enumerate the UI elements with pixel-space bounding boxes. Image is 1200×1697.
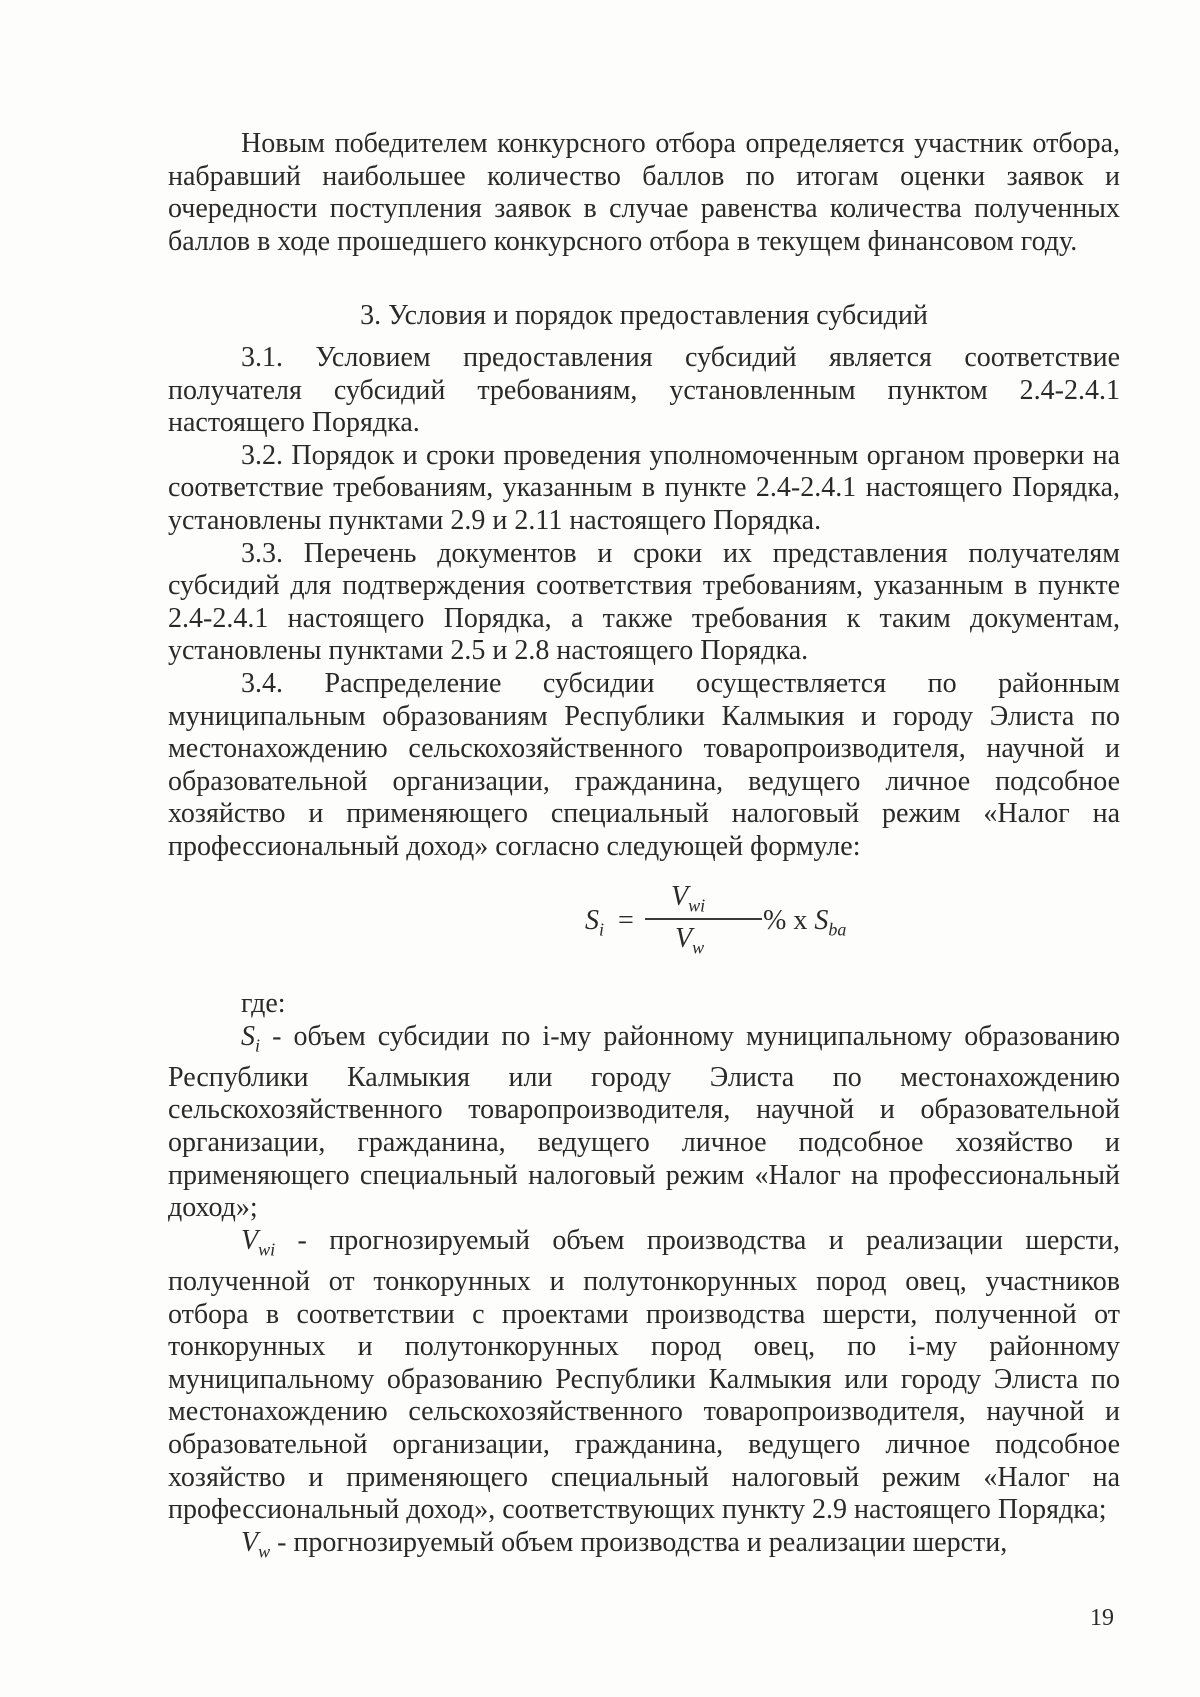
definition-vwi: $V_{wi}$ - прогнозируемый объем производства и реализации шерсти, полученной от тонкорунных и полутонкорунных пород овец, участников отбора в соответствии с проектами производства шерсти, полученной от тонкорунных и полутонкорунных пород овец, по i-му районному муниципальному образованию Республики Калмыкия или городу Элиста по местонахождению сельскохозяйственного товаропроизводителя, научной и образовательной организации, гражданина, ведущего личное подсобное хозяйство и применяющего специальный налоговый режим «Налог на профессиональный доход», соответствующих пункту 2.9 настоящего Порядка;	[168, 1224, 1120, 1526]
formula-equals: =	[618, 905, 634, 936]
clause-3-2: 3.2. Порядок и сроки проведения уполномоченным органом проверки на соответствие требованиям, указанным в пункте 2.4-2.4.1 настоящего Порядка, установлены пунктами 2.9 и 2.11 настоящего Порядка.	[168, 439, 1120, 536]
formula-denominator: $V_w$	[675, 923, 705, 958]
distribution-formula	[585, 881, 885, 975]
formula-lhs: $S_i$	[585, 905, 605, 940]
definition-vw: $V_w$ - прогнозируемый объем производства и реализации шерсти,	[241, 1526, 1008, 1562]
clause-3-4: 3.4. Распределение субсидии осуществляется по районным муниципальным образованиям Республики Калмыкия и городу Элиста по местонахождению сельскохозяйственного товаропроизводителя, научной и образовательной организации, гражданина, ведущего личное подсобное хозяйство и применяющего специальный налоговый режим «Налог на профессиональный доход» согласно следующей формуле:	[168, 667, 1120, 862]
formula-numerator: $V_{wi}$	[671, 881, 706, 916]
intro-paragraph-block	[168, 128, 1120, 258]
where-label: где:	[241, 988, 286, 1019]
definitions-block	[168, 988, 1120, 1568]
clause-3-3: 3.3. Перечень документов и сроки их представления получателям субсидий для подтверждения соответствия требованиям, указанным в пункте 2.4-2.4.1 настоящего Порядка, а также требования к таким документам, установлены пунктами 2.5 и 2.8 настоящего Порядка.	[168, 537, 1120, 667]
page-number: 19	[1090, 1605, 1114, 1631]
section-heading: 3. Условия и порядок предоставления субсидий	[360, 300, 928, 331]
fraction-bar	[645, 918, 762, 920]
definition-si: $S_i$ - объем субсидии по i-му районному муниципальному образованию Республики Калмыкия или городу Элиста по местонахождению сельскохозяйственного товаропроизводителя, научной и образовательной организации, гражданина, ведущего личное подсобное хозяйство и применяющего специальный налоговый режим «Налог на профессиональный доход»;	[168, 1020, 1120, 1224]
intro-paragraph: Новым победителем конкурсного отбора определяется участник отбора, набравший наибольшее количество баллов по итогам оценки заявок и очередности поступления заявок в случае равенства количества полученных баллов в ходе прошедшего конкурсного отбора в текущем финансовом году.	[168, 128, 1120, 257]
formula-tail: % х $S_{ba}$	[763, 905, 847, 940]
clause-3-1: 3.1. Условием предоставления субсидий является соответствие получателя субсидий требованиям, установленным пунктом 2.4-2.4.1 настоящего Порядка.	[168, 342, 1120, 439]
clauses-block	[168, 342, 1120, 864]
